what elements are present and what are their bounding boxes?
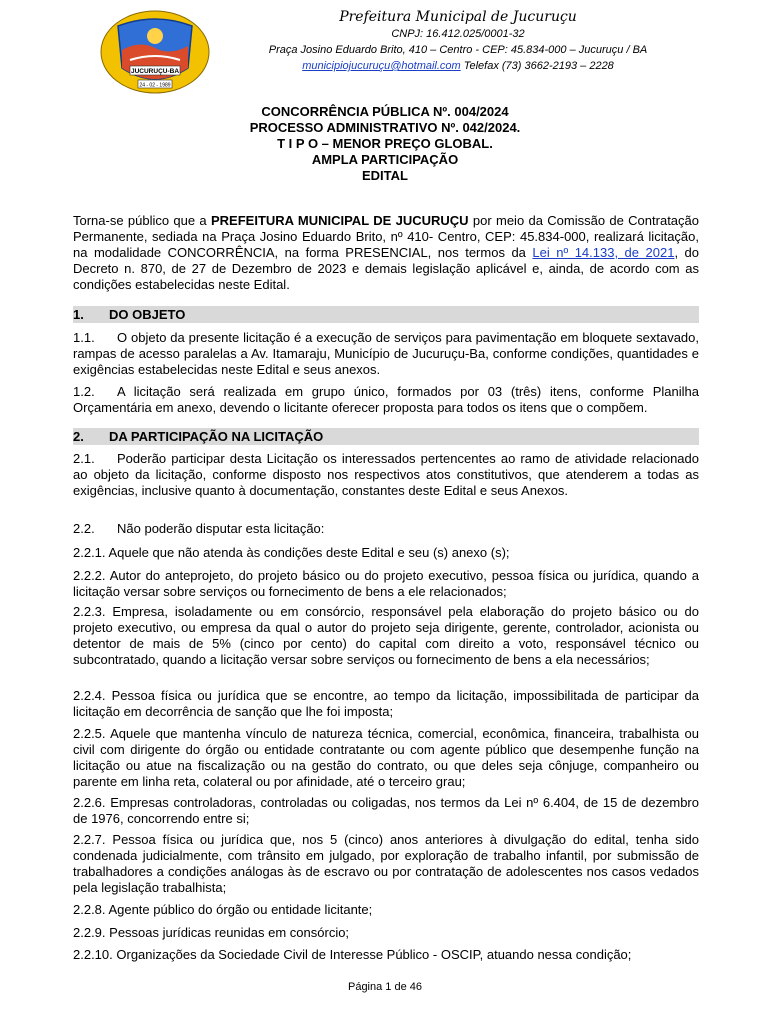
contact-line [218,58,698,74]
paragraph-number: 2.2.9. [73,925,106,940]
intro-text-c: por meio da Comissão de Contratação Permanente, sediada na Praça Josino Eduardo Brito, nº 410- Centro, CEP: 45.834-000, realizará licitação, na modalidade CONCORRÊNCIA, na forma PRESENCIAL, nos termos da [73,213,699,260]
paragraph-text: Organizações da Sociedade Civil de Interesse Público - OSCIP, atuando nessa condição; [116,947,632,962]
paragraph-2-2 [73,521,699,537]
section-1-heading [73,306,699,323]
paragraph-number: 2.2.2. [73,568,106,583]
paragraph-number: 1.1. [73,330,95,345]
email-link[interactable]: municipiojucuruçu@hotmail.com [302,60,461,72]
title-line-2: PROCESSO ADMINISTRATIVO Nº. 042/2024. [249,120,521,135]
paragraph-2-2-5 [73,726,699,790]
title-line-3: T I P O – MENOR PREÇO GLOBAL. [277,136,493,151]
intro-entity: PREFEITURA MUNICIPAL DE JUCURUÇU [210,213,469,228]
paragraph-2-2-3 [73,604,699,668]
law-link[interactable]: Lei nº 14.133, de 2021 [532,245,675,260]
municipality-title: Prefeitura Municipal de Jucuruçu [339,9,577,25]
paragraph-text: Aquele que não atenda às condições deste Edital e seu (s) anexo (s); [108,545,510,560]
paragraph-number: 2.1. [73,451,95,466]
intro-paragraph [73,213,699,293]
paragraph-2-2-2 [73,568,699,600]
address: Praça Josino Eduardo Brito, 410 – Centro - CEP: 45.834-000 – Jucuruçu / BA [268,44,648,56]
logo-date: 24 - 02 - 1989 [139,82,171,89]
paragraph-number: 2.2.8. [73,902,106,917]
paragraph-number: 1.2. [73,384,95,399]
paragraph-number: 2.2.7. [73,832,106,847]
section-number: 2. [73,429,84,444]
paragraph-text: Aquele que mantenha vínculo de natureza técnica, comercial, econômica, financeira, trabalhista ou civil com dirigente do órgão ou entidade contratante ou com agente público que desempenhe função na licitação ou atue na fiscalização ou na gestão do contrato, ou que deles seja cônjuge, companheiro ou parente em linha reta, colateral ou por afinidade, até o terceiro grau; [73,726,699,789]
paragraph-2-2-10 [73,947,699,963]
paragraph-text: Pessoa física ou jurídica que, nos 5 (cinco) anos anteriores à divulgação do edital, tenha sido condenada judicialmente, com trânsito em julgado, por exploração de trabalho infantil, por submissão de trabalhadores a condições análogas às de escravo ou por contratação de adolescentes nos casos vedados pela legislação trabalhista; [73,832,699,895]
intro-text-a: Torna-se público que a [73,213,211,228]
phone: Telefax (73) 3662-2193 – 2228 [460,60,614,72]
paragraph-number: 2.2.1. [73,545,106,560]
paragraph-text: Poderão participar desta Licitação os interessados pertencentes ao ramo de atividade relacionado ao objeto da licitação, conforme disposto nos respectivos atos constitutivos, que atenderem a todas as exigências, inclusive quanto à documentação, constantes deste Edital e seus Anexos. [73,451,699,498]
paragraph-2-2-7 [73,832,699,896]
paragraph-1-2 [73,384,699,416]
municipal-seal-logo [100,10,210,94]
paragraph-number: 2.2.4. [73,688,106,703]
paragraph-text: Não poderão disputar esta licitação: [117,521,325,536]
paragraph-text: Pessoa física ou jurídica que se encontre, ao tempo da licitação, impossibilitada de participar da licitação em decorrência de sanção que lhe foi imposta; [73,688,699,719]
letterhead-text [218,8,698,74]
paragraph-number: 2.2.10. [73,947,113,962]
paragraph-number: 2.2.6. [73,795,106,810]
paragraph-2-2-4 [73,688,699,720]
section-title: DO OBJETO [109,307,186,322]
paragraph-text: Empresas controladoras, controladas ou coligadas, nos termos da Lei nº 6.404, de 15 de dezembro de 1976, concorrendo entre si; [73,795,699,826]
intro-text-d: , do Decreto n. 870, de 27 de Dezembro de 2023 e demais legislação aplicável e, ainda, de acordo com as condições estabelecidas neste Edital. [73,245,699,292]
paragraph-number: 2.2.5. [73,726,106,741]
cnpj: CNPJ: 16.412.025/0001-32 [391,28,525,40]
section-number: 1. [73,307,84,322]
paragraph-2-2-6 [73,795,699,827]
paragraph-text: Autor do anteprojeto, do projeto básico ou do projeto executivo, pessoa física ou jurídica, quando a licitação versar sobre serviços ou fornecimento de bens a ele relacionados; [73,568,699,599]
paragraph-2-2-1 [73,545,699,561]
title-line-4: AMPLA PARTICIPAÇÃO [311,152,459,167]
logo-text: JUCURUÇU-BA [130,68,180,75]
title-line-1: CONCORRÊNCIA PÚBLICA Nº. 004/2024 [261,104,509,119]
paragraph-2-2-8 [73,902,699,918]
paragraph-number: 2.2.3. [73,604,106,619]
section-2-heading [73,428,699,445]
letterhead [100,8,700,89]
title-line-5: EDITAL [362,168,408,183]
paragraph-number: 2.2. [73,521,95,536]
paragraph-text: Empresa, isoladamente ou em consórcio, responsável pela elaboração do projeto básico ou do projeto executivo, ou empresa da qual o autor do projeto seja dirigente, gerente, controlador, acionista ou detentor de mais de 5% (cinco por cento) do capital com direito a voto, responsável técnico ou subcontratado, quando a licitação versar sobre serviços ou fornecimento de bens a ela necessários; [73,604,699,667]
section-title: DA PARTICIPAÇÃO NA LICITAÇÃO [109,429,324,444]
document-title-block [0,104,770,184]
paragraph-text: Pessoas jurídicas reunidas em consórcio; [109,925,350,940]
paragraph-text: O objeto da presente licitação é a execução de serviços para pavimentação em bloquete sextavado, rampas de acesso paralelas a Av. Itamaraju, Município de Jucuruçu-Ba, conforme condições, quantidades e exigências estabelecidas neste Edital e seus anexos. [73,330,699,377]
paragraph-1-1 [73,330,699,378]
paragraph-text: A licitação será realizada em grupo único, formados por 03 (três) itens, conforme Planilha Orçamentária em anexo, devendo o licitante oferecer proposta para todos os itens que o compõem. [73,384,699,415]
page-number-footer: Página 1 de 46 [347,981,422,993]
paragraph-2-2-9 [73,925,699,941]
paragraph-text: Agente público do órgão ou entidade licitante; [108,902,373,917]
paragraph-2-1 [73,451,699,499]
